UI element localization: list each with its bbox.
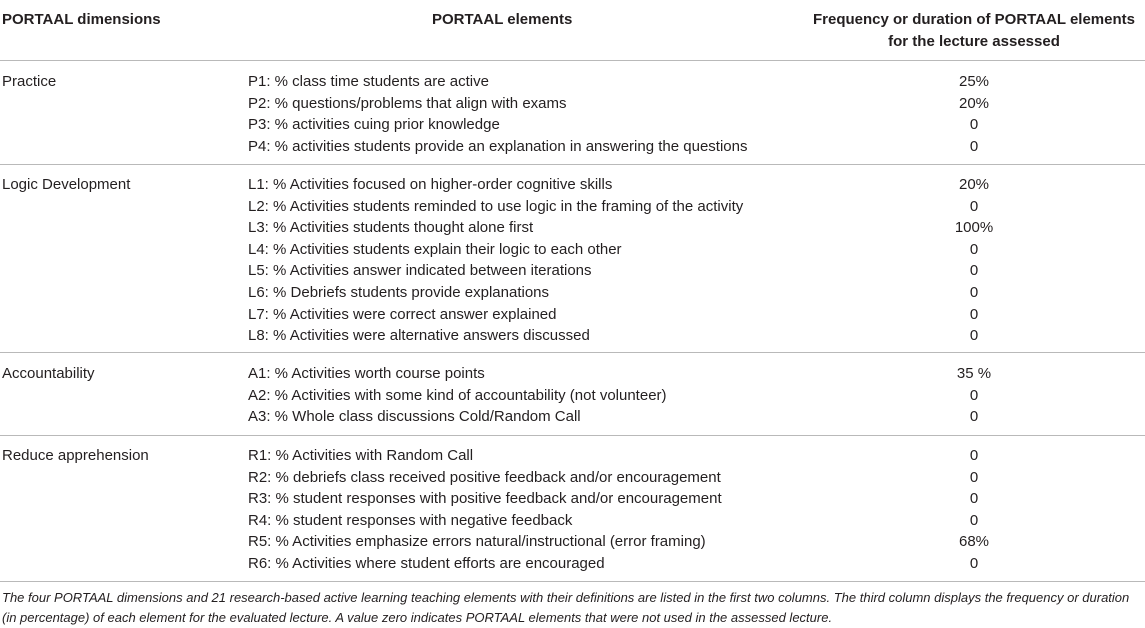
value-a3: 0 (969, 408, 979, 426)
header-elements: PORTAAL elements (432, 11, 573, 28)
value-r1: 0 (969, 447, 979, 464)
element-a1: A1: % Activities worth course points (248, 365, 485, 382)
group-divider (0, 352, 1145, 353)
value-r6: 0 (969, 554, 979, 572)
value-p3: 0 (969, 116, 979, 134)
element-l3: L3: % Activities students thought alone first (248, 219, 534, 237)
dimension-label: Practice (2, 73, 57, 90)
element-l2: L2: % Activities students reminded to use logic in the framing of the activity (248, 197, 744, 215)
element-r1: R1: % Activities with Random Call (248, 447, 474, 464)
dimension-label: Logic Development (2, 176, 131, 193)
table-bottom-divider (0, 581, 1145, 582)
element-r4: R4: % student responses with negative feedback (248, 511, 573, 529)
header-divider (0, 60, 1145, 61)
values-column (800, 445, 1145, 575)
group-divider (0, 435, 1145, 436)
value-p2: 20% (958, 94, 990, 112)
element-l5: L5: % Activities answer indicated between iterations (248, 262, 592, 280)
values-column (800, 363, 1145, 428)
element-r6: R6: % Activities where student efforts are encouraged (248, 554, 605, 572)
element-l8: L8: % Activities were alternative answers discussed (248, 327, 590, 345)
header-frequency (800, 9, 1145, 53)
element-p2: P2: % questions/problems that align with exams (248, 94, 567, 112)
header-frequency-line1: Frequency or duration of PORTAAL elements (813, 11, 1135, 28)
value-r2: 0 (969, 468, 979, 486)
element-a3: A3: % Whole class discussions Cold/Random Call (248, 408, 581, 426)
values-column (800, 174, 1145, 347)
element-r3: R3: % student responses with positive feedback and/or encouragement (248, 490, 722, 508)
value-r5: 68% (958, 533, 990, 551)
value-l4: 0 (969, 240, 979, 258)
value-r3: 0 (969, 490, 979, 508)
elements-column (248, 445, 858, 575)
table-footnote: The four PORTAAL dimensions and 21 research-based active learning teaching elements with their definitions are listed in the first two columns. The third column displays the frequency or duration (in percentage) of each element for the evaluated lecture. A value zero indicates PORTAAL elements that were not used in the assessed lecture. (2, 590, 1130, 625)
value-l1: 20% (958, 176, 990, 193)
header-frequency-line2: for the lecture assessed (888, 33, 1060, 50)
value-r4: 0 (969, 511, 979, 529)
dimension-label: Accountability (2, 365, 95, 382)
value-l2: 0 (969, 197, 979, 215)
elements-column (248, 363, 858, 428)
elements-column (248, 71, 858, 157)
value-l6: 0 (969, 283, 979, 301)
element-r2: R2: % debriefs class received positive feedback and/or encouragement (248, 468, 721, 486)
element-l4: L4: % Activities students explain their logic to each other (248, 240, 622, 258)
value-l7: 0 (969, 305, 979, 323)
value-p1: 25% (958, 73, 990, 90)
element-p4: P4: % activities students provide an explanation in answering the questions (248, 137, 748, 155)
elements-column (248, 174, 858, 347)
element-p3: P3: % activities cuing prior knowledge (248, 116, 500, 134)
header-dimensions: PORTAAL dimensions (2, 11, 161, 28)
value-a1: 35 % (956, 365, 992, 382)
value-p4: 0 (969, 137, 979, 155)
element-l7: L7: % Activities were correct answer explained (248, 305, 557, 323)
element-p1: P1: % class time students are active (248, 73, 489, 90)
value-l5: 0 (969, 262, 979, 280)
value-l3: 100% (954, 219, 994, 237)
element-r5: R5: % Activities emphasize errors natural/instructional (error framing) (248, 533, 706, 551)
element-a2: A2: % Activities with some kind of accountability (not volunteer) (248, 386, 667, 404)
element-l6: L6: % Debriefs students provide explanations (248, 283, 550, 301)
group-divider (0, 164, 1145, 165)
dimension-label: Reduce apprehension (2, 447, 149, 464)
value-l8: 0 (969, 327, 979, 345)
value-a2: 0 (969, 386, 979, 404)
values-column (800, 71, 1145, 157)
element-l1: L1: % Activities focused on higher-order cognitive skills (248, 176, 613, 193)
